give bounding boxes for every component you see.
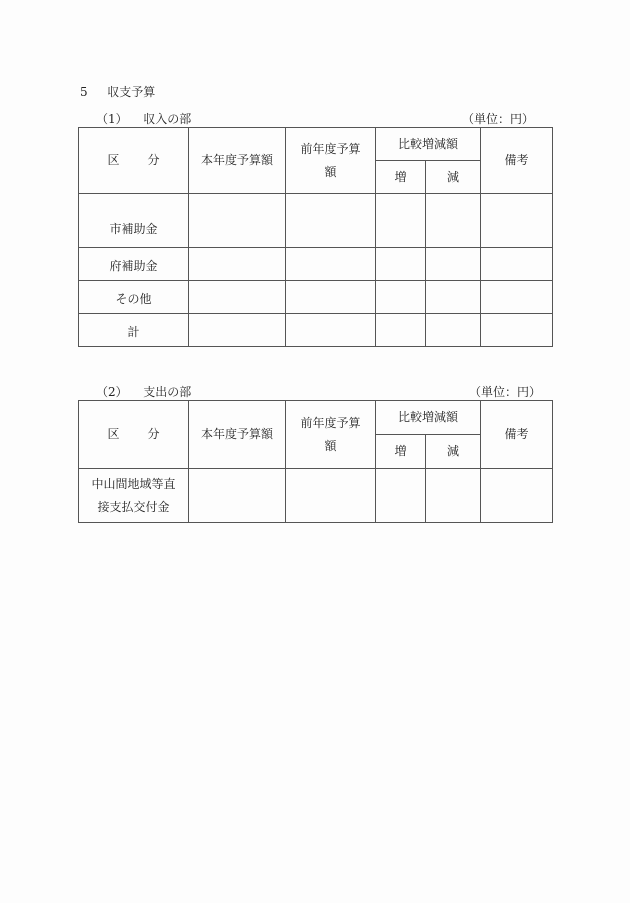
cell-decrease[interactable] [426, 314, 481, 347]
header-previous-line2: 額 [324, 164, 337, 179]
cell-increase[interactable] [376, 469, 426, 523]
cell-current[interactable] [189, 281, 286, 314]
cell-previous[interactable] [286, 248, 376, 281]
row-label [79, 469, 189, 523]
income-header-row [79, 128, 553, 161]
header-previous-budget [286, 401, 376, 469]
header-kubun-a: 区 [107, 153, 120, 168]
header-decrease: 減 [426, 161, 481, 194]
header-remarks: 備考 [481, 128, 553, 194]
header-kubun-b: 分 [147, 153, 160, 168]
cell-increase[interactable] [376, 194, 426, 248]
cell-previous[interactable] [286, 314, 376, 347]
header-previous-line1: 前年度予算 [300, 141, 361, 156]
expense-header-row [79, 401, 553, 435]
header-comparison: 比較増減額 [376, 128, 481, 161]
table-row [79, 194, 553, 248]
row-label: 市補助金 [79, 194, 189, 248]
cell-remarks[interactable] [481, 314, 553, 347]
cell-decrease[interactable] [426, 281, 481, 314]
table-row [79, 469, 553, 523]
cell-remarks[interactable] [481, 248, 553, 281]
table-row [79, 281, 553, 314]
header-kubun [79, 128, 189, 194]
cell-increase[interactable] [376, 281, 426, 314]
row-label-line1: 中山間地域等直 [91, 476, 176, 491]
income-heading-title: 収入の部 [143, 112, 192, 126]
expense-heading [96, 383, 191, 400]
header-increase: 増 [376, 161, 426, 194]
table-row [79, 248, 553, 281]
header-decrease: 減 [426, 435, 481, 469]
cell-decrease[interactable] [426, 248, 481, 281]
cell-current[interactable] [189, 314, 286, 347]
cell-decrease[interactable] [426, 469, 481, 523]
income-table [78, 127, 553, 347]
expense-heading-title: 支出の部 [143, 385, 192, 399]
income-heading [96, 110, 191, 127]
row-label-line2: 接支払交付金 [97, 499, 170, 514]
cell-remarks[interactable] [481, 281, 553, 314]
income-unit-label: （単位：円） [462, 112, 535, 126]
cell-remarks[interactable] [481, 194, 553, 248]
expense-table [78, 400, 553, 523]
header-kubun-b: 分 [147, 427, 160, 442]
header-previous-line1: 前年度予算 [300, 415, 361, 430]
cell-current[interactable] [189, 248, 286, 281]
cell-current[interactable] [189, 469, 286, 523]
income-heading-number: （1） [96, 112, 128, 126]
row-label: その他 [79, 281, 189, 314]
expense-unit-label: （単位：円） [469, 385, 542, 399]
header-previous-budget [286, 128, 376, 194]
cell-current[interactable] [189, 194, 286, 248]
header-remarks: 備考 [481, 401, 553, 469]
row-label-total: 計 [79, 314, 189, 347]
cell-decrease[interactable] [426, 194, 481, 248]
section-title: 収支予算 [107, 85, 156, 99]
cell-previous[interactable] [286, 194, 376, 248]
expense-heading-number: （2） [96, 385, 128, 399]
header-current-budget: 本年度予算額 [189, 401, 286, 469]
cell-increase[interactable] [376, 314, 426, 347]
header-kubun-a: 区 [107, 427, 120, 442]
header-kubun [79, 401, 189, 469]
header-current-budget: 本年度予算額 [189, 128, 286, 194]
header-previous-line2: 額 [324, 438, 337, 453]
section-number: 5 [80, 85, 88, 99]
table-row-total [79, 314, 553, 347]
section-heading [80, 83, 155, 100]
cell-previous[interactable] [286, 469, 376, 523]
cell-increase[interactable] [376, 248, 426, 281]
header-increase: 増 [376, 435, 426, 469]
row-label: 府補助金 [79, 248, 189, 281]
cell-previous[interactable] [286, 281, 376, 314]
cell-remarks[interactable] [481, 469, 553, 523]
header-comparison: 比較増減額 [376, 401, 481, 435]
